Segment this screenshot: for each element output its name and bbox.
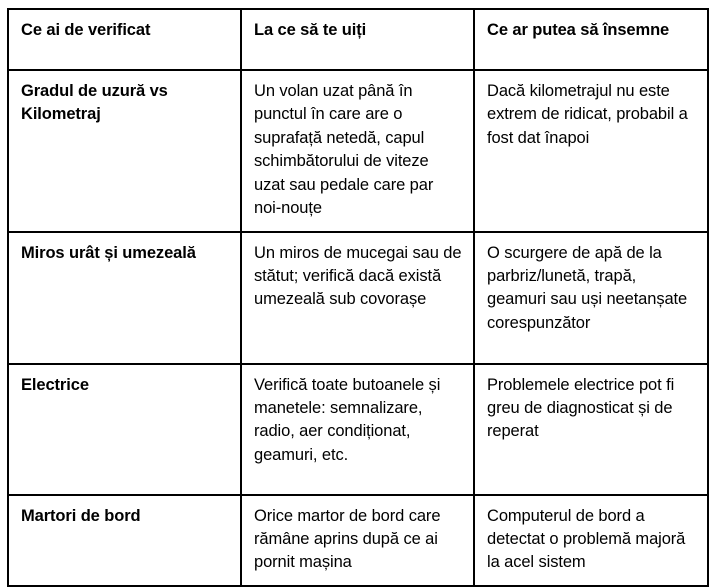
inspection-table (7, 8, 709, 587)
cell-check: Martori de bord (8, 495, 241, 586)
column-header-check: Ce ai de verificat (8, 9, 241, 70)
cell-meaning: Problemele electrice pot fi greu de diagnosticat și de reperat (474, 364, 708, 495)
column-header-meaning: Ce ar putea să însemne (474, 9, 708, 70)
table-row (8, 70, 708, 232)
inspection-table-container (7, 8, 707, 587)
cell-look-for: Orice martor de bord care rămâne aprins după ce ai pornit mașina (241, 495, 474, 586)
cell-meaning: O scurgere de apă de la parbriz/lunetă, trapă, geamuri sau uși neetanșate corespunzător (474, 232, 708, 364)
table-row (8, 364, 708, 495)
cell-look-for: Un miros de mucegai sau de stătut; verifică dacă există umezeală sub covorașe (241, 232, 474, 364)
table-body (8, 70, 708, 586)
table-row (8, 232, 708, 364)
cell-check: Gradul de uzură vs Kilometraj (8, 70, 241, 232)
cell-meaning: Dacă kilometrajul nu este extrem de ridicat, probabil a fost dat înapoi (474, 70, 708, 232)
table-row (8, 495, 708, 586)
table-header-row (8, 9, 708, 70)
cell-meaning: Computerul de bord a detectat o problemă majoră la acel sistem (474, 495, 708, 586)
cell-look-for: Un volan uzat până în punctul în care are o suprafață netedă, capul schimbătorului de viteze uzat sau pedale care par noi-nouțe (241, 70, 474, 232)
cell-look-for: Verifică toate butoanele și manetele: semnalizare, radio, aer condiționat, geamuri, etc. (241, 364, 474, 495)
cell-check: Electrice (8, 364, 241, 495)
table-header (8, 9, 708, 70)
column-header-look-for: La ce să te uiți (241, 9, 474, 70)
cell-check: Miros urât și umezeală (8, 232, 241, 364)
